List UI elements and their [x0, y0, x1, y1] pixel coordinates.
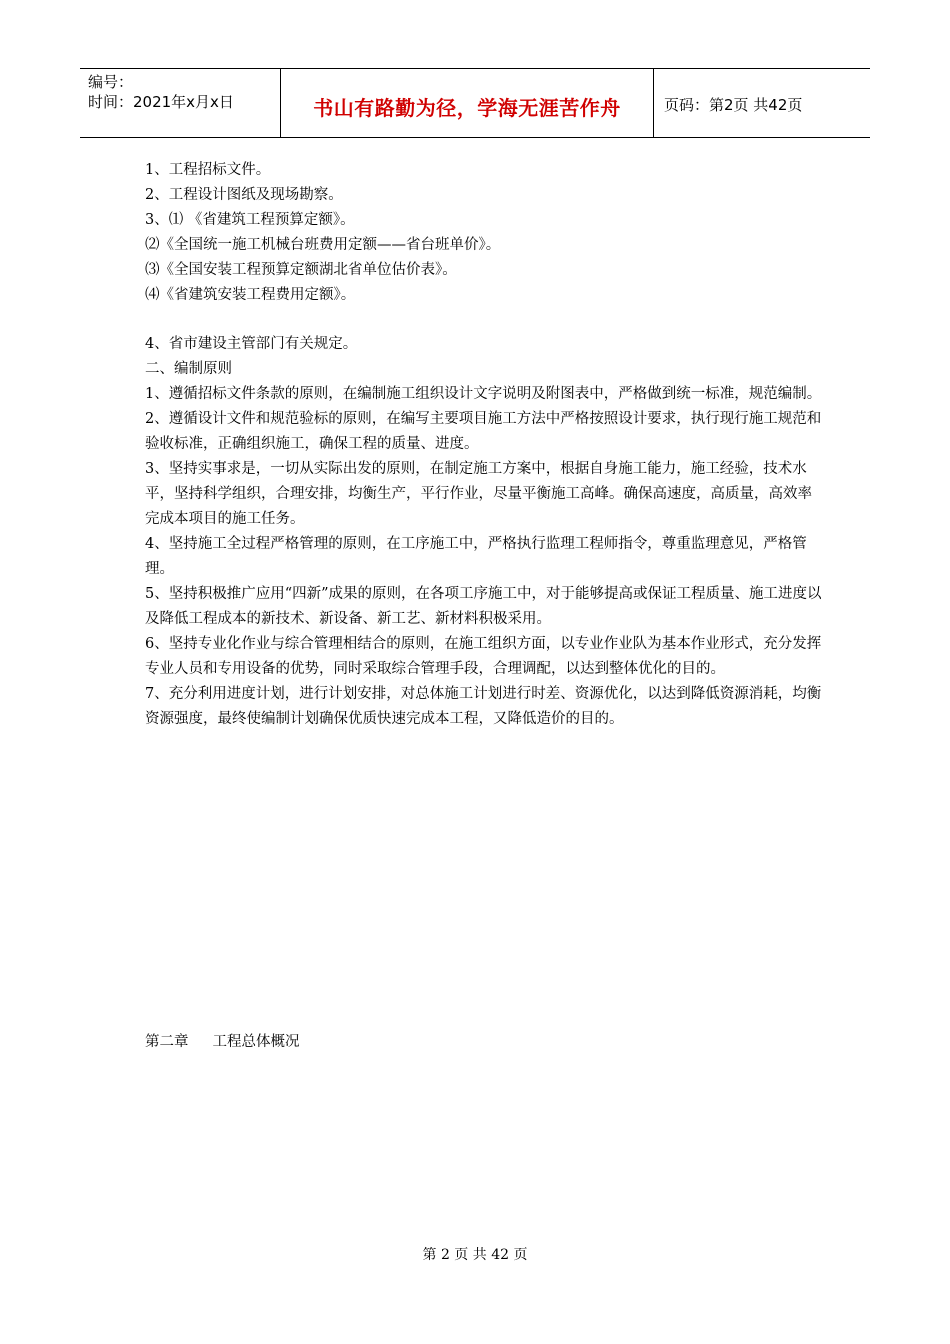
- paragraph: ⑵《全国统一施工机械台班费用定额——省台班单价》。: [145, 237, 501, 253]
- number-label: 编号：: [88, 73, 134, 91]
- page-footer: [0, 1244, 950, 1264]
- paragraph: ⑷《省建筑安装工程费用定额》。: [145, 287, 356, 303]
- paragraph: 2、工程设计图纸及现场勘察。: [145, 187, 343, 203]
- chapter-heading: [145, 1030, 300, 1055]
- paragraph: 1、工程招标文件。: [145, 162, 271, 178]
- paragraph: 3、坚持实事求是，一切从实际出发的原则，在制定施工方案中，根据自身施工能力，施工经验，技术水平，坚持科学组织，合理安排，均衡生产，平行作业，尽量平衡施工高峰。确保高速度，高质量，高效率完成本项目的施工任务。: [145, 461, 812, 527]
- time-label: 时间：2021年x月x日: [88, 93, 234, 111]
- paragraph: 5、坚持积极推广应用“四新”成果的原则，在各项工序施工中，对于能够提高或保证工程质量、施工进度以及降低工程成本的新技术、新设备、新工艺、新材料积极采用。: [145, 586, 822, 627]
- document-body: [145, 158, 825, 732]
- motto-text: 书山有路勤为径，学海无涯苦作舟: [313, 95, 621, 120]
- paragraph: 7、充分利用进度计划，进行计划安排，对总体施工计划进行时差、资源优化，以达到降低资源消耗，均衡资源强度，最终使编制计划确保优质快速完成本工程，又降低造价的目的。: [145, 686, 822, 727]
- header-page-cell: [654, 69, 870, 137]
- paragraph: 1、遵循招标文件条款的原则，在编制施工组织设计文字说明及附图表中，严格做到统一标准，规范编制。: [145, 386, 822, 402]
- footer-page-number: 第 2 页 共 42 页: [422, 1247, 528, 1263]
- paragraph: 4、省市建设主管部门有关规定。: [145, 336, 358, 352]
- paragraph: ⑶《全国安装工程预算定额湖北省单位估价表》。: [145, 262, 457, 278]
- section-heading: 二、编制原则: [145, 361, 232, 377]
- chapter-number: 第二章: [145, 1034, 189, 1050]
- paragraph: 3、⑴ 《省建筑工程预算定额》。: [145, 212, 355, 228]
- page-label: 页码：第2页 共42页: [664, 96, 803, 114]
- paragraph: 4、坚持施工全过程严格管理的原则，在工序施工中，严格执行监理工程师指令，尊重监理意见，严格管理。: [145, 536, 807, 577]
- chapter-title: 工程总体概况: [212, 1034, 300, 1050]
- spacer: [145, 308, 825, 332]
- page-header: [80, 68, 870, 138]
- paragraph: 2、遵循设计文件和规范验标的原则，在编写主要项目施工方法中严格按照设计要求，执行现行施工规范和验收标准，正确组织施工，确保工程的质量、进度。: [145, 411, 822, 452]
- header-motto-cell: [281, 69, 654, 137]
- paragraph: 6、坚持专业化作业与综合管理相结合的原则，在施工组织方面，以专业作业队为基本作业形式，充分发挥专业人员和专用设备的优势，同时采取综合管理手段，合理调配，以达到整体优化的目的。: [145, 636, 822, 677]
- header-info-cell: [80, 69, 281, 137]
